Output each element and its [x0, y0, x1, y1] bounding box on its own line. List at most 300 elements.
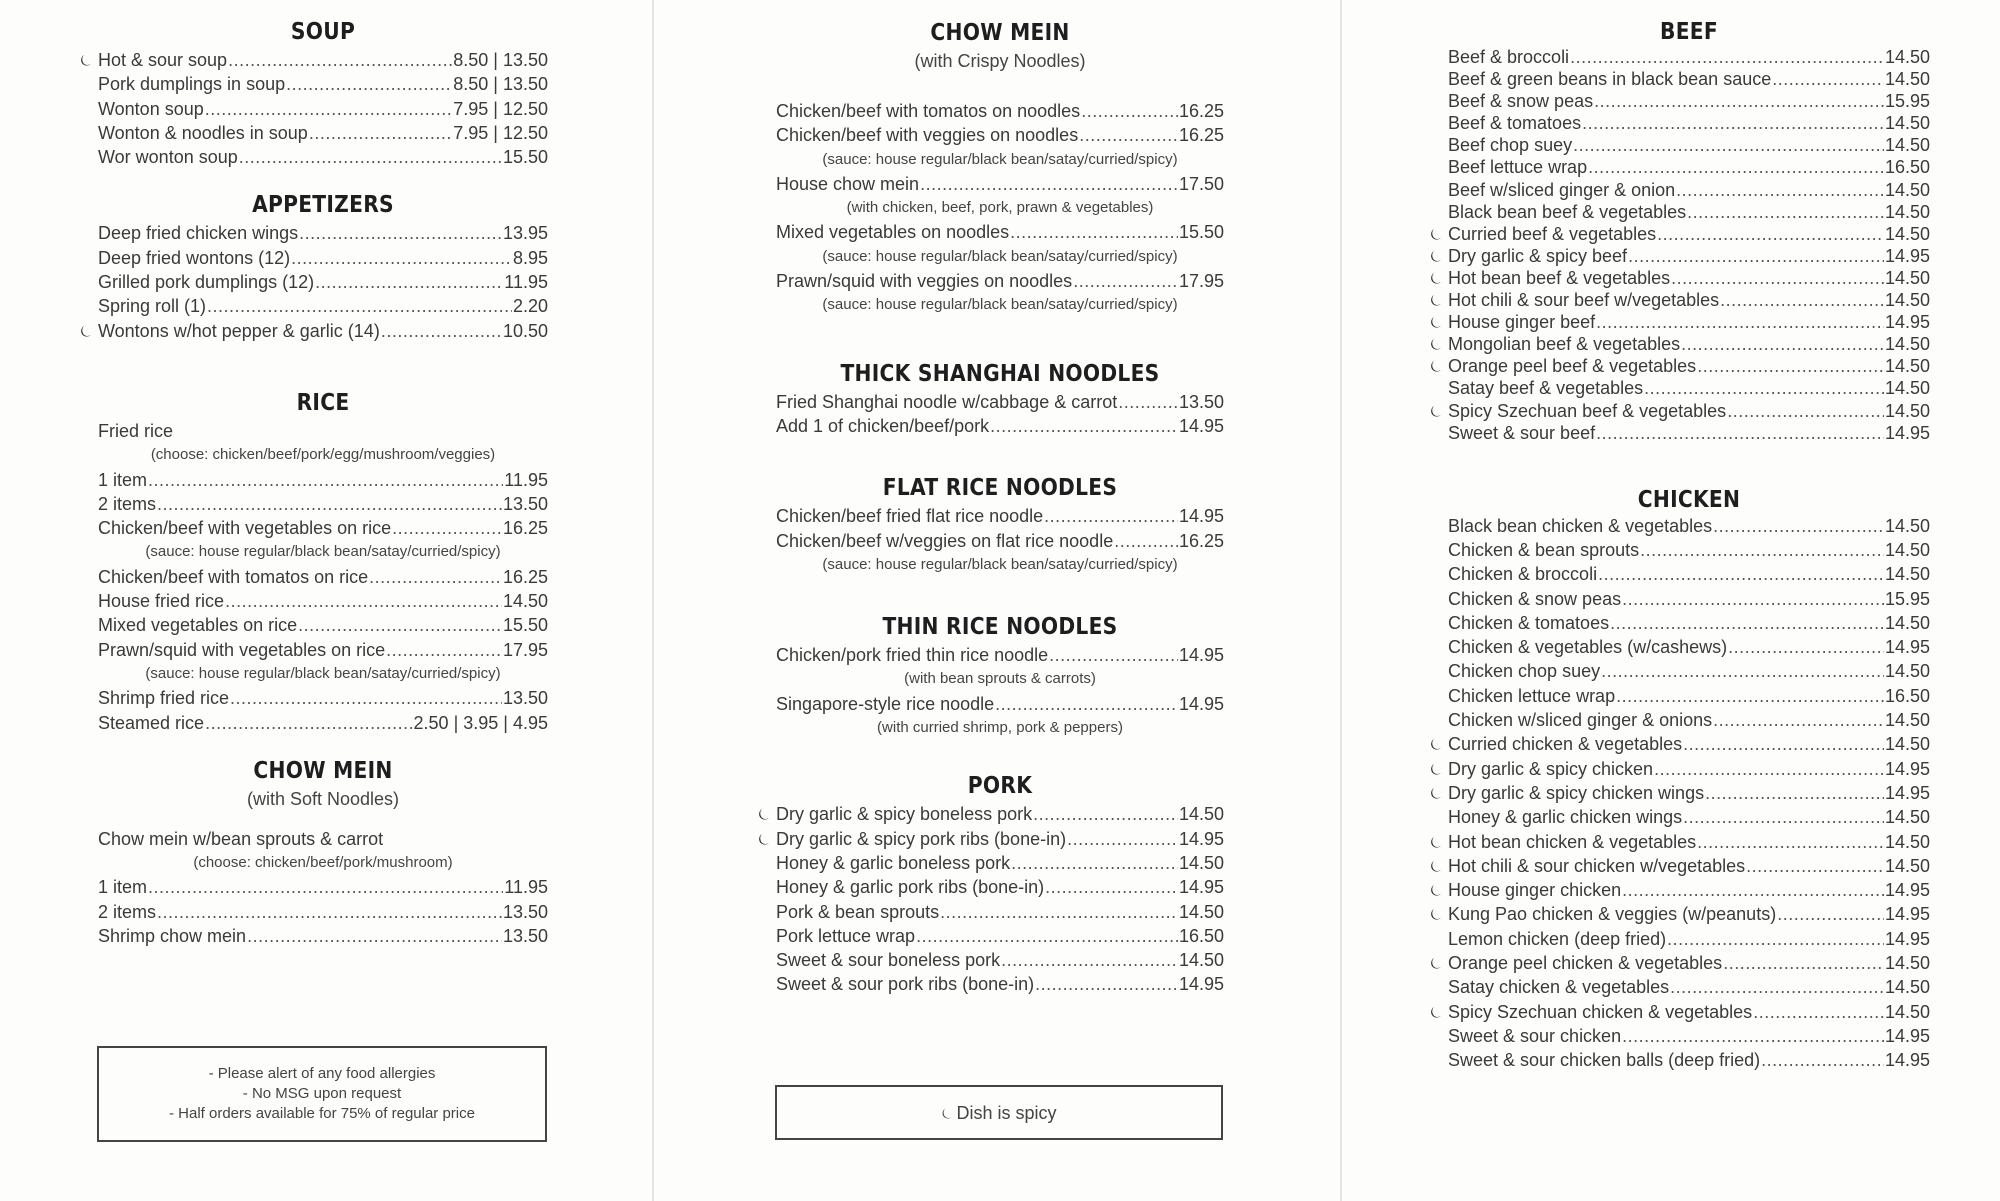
menu-item: [1430, 854, 1930, 878]
rice-sauce-note: (sauce: house regular/black bean/satay/curried/spicy): [145, 543, 501, 561]
dot-leader: [1594, 90, 1884, 112]
menu-item: [1430, 732, 1930, 756]
menu-item-name: Chicken/pork fried thin rice noodle: [776, 645, 1049, 666]
menu-item: [1430, 951, 1930, 975]
dot-leader: [995, 692, 1178, 716]
pork-list: [758, 802, 1224, 996]
menu-item-price: 14.50: [1884, 223, 1930, 244]
singapore-note: (with curried shrimp, pork & peppers): [877, 719, 1123, 737]
menu-item-name: Chicken & snow peas: [1448, 588, 1622, 609]
section-heading-flat-rice-noodles: FLAT RICE NOODLES: [882, 475, 1118, 502]
menu-item-name: Chicken & broccoli: [1448, 564, 1598, 585]
menu-item-name: Dry garlic & spicy beef: [1448, 245, 1628, 266]
menu-item-name: Chicken/beef with vegetables on rice: [98, 518, 392, 539]
menu-item-price: 14.50: [1884, 661, 1930, 682]
flat-rice-noodles-list: [776, 504, 1224, 553]
menu-item-name: House ginger beef: [1448, 312, 1596, 333]
dot-leader: [315, 270, 503, 294]
menu-item-name: Add 1 of chicken/beef/pork: [776, 415, 990, 436]
menu-item-name: Hot & sour soup: [98, 50, 228, 70]
chow-mein-soft-label: Chow mein w/bean sprouts & carrot: [98, 828, 384, 849]
menu-item-name: Deep fried wontons (12): [98, 247, 291, 268]
menu-item-price: 13.50: [502, 493, 548, 514]
menu-item-price: 14.95: [1884, 637, 1930, 658]
section-heading-chicken: CHICKEN: [1637, 486, 1741, 513]
dot-leader: [239, 145, 502, 169]
menu-item-name: Chicken/beef with tomatos on noodles: [776, 101, 1081, 121]
menu-item-name: House chow mein: [776, 173, 920, 194]
menu-item-name: Spicy Szechuan beef & vegetables: [1448, 400, 1727, 421]
dot-leader: [1616, 684, 1884, 708]
menu-item-name: House fried rice: [98, 591, 225, 612]
menu-item-name: Hot chili & sour chicken w/vegetables: [1448, 855, 1746, 876]
menu-item: [98, 565, 548, 589]
dot-leader: [1667, 927, 1884, 951]
dot-leader: [1081, 99, 1178, 123]
dot-leader: [1067, 827, 1178, 851]
menu-item-price: 16.25: [1178, 530, 1224, 551]
menu-item-price: 14.50: [502, 591, 548, 612]
chow-mein-sauce-note: (sauce: house regular/black bean/satay/curried/spicy): [822, 296, 1178, 314]
menu-item: [758, 802, 1224, 826]
house-chow-mein-note: (with chicken, beef, pork, prawn & vegetables): [846, 199, 1154, 217]
msg-note: - No MSG upon request: [242, 1085, 402, 1102]
dot-leader: [1727, 400, 1884, 422]
spicy-pepper-icon: ⏾: [1430, 736, 1442, 754]
menu-item-price: 16.25: [502, 566, 548, 587]
dot-leader: [1118, 390, 1178, 414]
menu-item-name: Wontons w/hot pepper & garlic (14): [98, 320, 380, 341]
menu-item-name: Honey & garlic boneless pork: [776, 852, 1011, 873]
section-heading-shanghai-noodles: THICK SHANGHAI NOODLES: [840, 360, 1160, 387]
menu-item-name: Beef & tomatoes: [1448, 113, 1582, 134]
chow-mein-sauce-note: (sauce: house regular/black bean/satay/curried/spicy): [822, 247, 1178, 265]
menu-item: [1430, 830, 1930, 854]
dot-leader: [1035, 972, 1178, 996]
menu-item-price: 8.95: [512, 247, 548, 268]
dot-leader: [1049, 643, 1178, 667]
rice-sauce-note: (sauce: house regular/black bean/satay/curried/spicy): [145, 664, 501, 682]
menu-item-price: 14.50: [1884, 953, 1930, 974]
spicy-pepper-icon: ⏾: [1430, 336, 1442, 354]
menu-item: [98, 294, 548, 318]
menu-item: [1448, 684, 1930, 708]
menu-item-name: Dry garlic & spicy chicken: [1448, 758, 1654, 779]
menu-item-name: Hot bean chicken & vegetables: [1448, 831, 1697, 852]
spicy-pepper-icon: ⏾: [941, 1104, 953, 1121]
menu-item-price: 14.95: [1884, 928, 1930, 949]
dot-leader: [392, 516, 502, 540]
dot-leader: [1657, 223, 1884, 245]
menu-item-name: Pork lettuce wrap: [776, 925, 916, 946]
dot-leader: [230, 686, 502, 710]
menu-item-name: Chicken/beef with tomatos on rice: [98, 566, 369, 587]
menu-item-name: Wor wonton soup: [98, 147, 238, 168]
dot-leader: [1601, 659, 1884, 683]
menu-item: [98, 924, 548, 948]
dot-leader: [1683, 805, 1884, 829]
flat-rice-sauce-note: (sauce: house regular/black bean/satay/curried/spicy): [822, 555, 1178, 573]
menu-item-name: Orange peel beef & vegetables: [1448, 356, 1697, 377]
menu-item: [1430, 333, 1930, 355]
menu-item: [1430, 311, 1930, 333]
spicy-pepper-icon: ⏾: [1430, 784, 1442, 802]
menu-item: [758, 827, 1224, 851]
dot-leader: [205, 97, 452, 121]
menu-item-name: Curried beef & vegetables: [1448, 223, 1657, 244]
section-heading-thin-rice-noodles: THIN RICE NOODLES: [882, 614, 1118, 641]
dot-leader: [1761, 1048, 1884, 1072]
menu-item-price: 14.50: [1884, 564, 1930, 585]
menu-item-name: Pork dumplings in soup: [98, 74, 286, 95]
menu-item: [776, 504, 1224, 528]
spicy-pepper-icon: ⏾: [1430, 402, 1442, 420]
menu-item-name: Black bean beef & vegetables: [1448, 201, 1687, 222]
menu-item-price: 7.95 | 12.50: [453, 98, 548, 119]
menu-item-name: Spicy Szechuan chicken & vegetables: [1448, 1001, 1753, 1022]
menu-item-price: 13.50: [502, 901, 548, 922]
menu-item-name: Mixed vegetables on rice: [98, 615, 298, 636]
dot-leader: [1683, 732, 1884, 756]
menu-item-name: Prawn/squid with vegetables on rice: [98, 639, 386, 660]
menu-item: [1430, 223, 1930, 245]
dot-leader: [1582, 112, 1884, 134]
dot-leader: [1705, 781, 1884, 805]
menu-item-name: Singapore-style rice noodle: [776, 693, 995, 714]
spicy-pepper-icon: ⏾: [1430, 225, 1442, 243]
section-heading-pork: PORK: [967, 773, 1033, 800]
menu-item-price: 14.50: [1178, 901, 1224, 922]
menu-item: [1448, 46, 1930, 68]
shanghai-noodles-list: [776, 390, 1224, 439]
dot-leader: [1687, 201, 1884, 223]
menu-item-name: Dry garlic & spicy boneless pork: [776, 804, 1033, 825]
menu-item: [1448, 538, 1930, 562]
menu-item: [1430, 757, 1930, 781]
menu-item-name: Steamed rice: [98, 712, 205, 733]
dot-leader: [369, 565, 502, 589]
spicy-pepper-icon: ⏾: [1430, 292, 1442, 310]
menu-item-name: Mixed vegetables on noodles: [776, 222, 1010, 243]
page-fold-right: [1340, 0, 1342, 1201]
dot-leader: [940, 900, 1178, 924]
menu-item-price: 16.50: [1884, 157, 1930, 178]
menu-item: [776, 972, 1224, 996]
menu-item-price: 15.95: [1884, 91, 1930, 112]
menu-item-price: 14.95: [1178, 506, 1224, 527]
menu-item-name: Fried Shanghai noodle w/cabbage & carrot: [776, 391, 1118, 412]
dot-leader: [148, 468, 503, 492]
menu-item-price: 14.95: [1884, 312, 1930, 333]
menu-item-name: Chicken w/sliced ginger & onions: [1448, 710, 1713, 731]
menu-item-price: 14.50: [1884, 267, 1930, 288]
menu-item: [1448, 805, 1930, 829]
dot-leader: [920, 172, 1178, 196]
dot-leader: [1713, 708, 1884, 732]
dot-leader: [1728, 635, 1884, 659]
menu-item-price: 16.50: [1178, 925, 1224, 946]
menu-item-price: 13.50: [502, 926, 548, 947]
menu-item: [80, 48, 548, 72]
menu-item-name: Chicken/beef w/veggies on flat rice noodle: [776, 530, 1114, 551]
dot-leader: [1628, 245, 1884, 267]
menu-item: [776, 172, 1224, 196]
dot-leader: [299, 221, 502, 245]
menu-item-price: 14.50: [1884, 356, 1930, 377]
fried-rice-label: Fried rice: [98, 420, 174, 441]
rice-list: [98, 686, 548, 735]
menu-item-price: 14.95: [1178, 645, 1224, 666]
menu-item-price: 14.50: [1884, 47, 1930, 67]
menu-item-name: Hot chili & sour beef w/vegetables: [1448, 290, 1720, 311]
menu-item-price: 14.50: [1884, 612, 1930, 633]
menu-item: [1430, 289, 1930, 311]
dot-leader: [386, 638, 502, 662]
dot-leader: [1114, 529, 1178, 553]
menu-item-price: 11.95: [504, 469, 548, 490]
spicy-legend-label: Dish is spicy: [956, 1102, 1057, 1123]
menu-column-2: [758, 0, 1224, 997]
chow-mein-sauce-note: (sauce: house regular/black bean/satay/curried/spicy): [822, 150, 1178, 168]
dot-leader: [1746, 854, 1884, 878]
spicy-pepper-icon: ⏾: [758, 830, 770, 848]
menu-item-name: Black bean chicken & vegetables: [1448, 515, 1713, 536]
dot-leader: [205, 711, 412, 735]
menu-item: [1430, 902, 1930, 926]
dot-leader: [1610, 611, 1884, 635]
spicy-legend-box: [775, 1085, 1223, 1140]
menu-item: [776, 900, 1224, 924]
spicy-pepper-icon: ⏾: [1430, 955, 1442, 973]
menu-item: [1430, 400, 1930, 422]
menu-item-price: 14.95: [1178, 974, 1224, 995]
dot-leader: [286, 72, 452, 96]
section-subheading: (with Crispy Noodles): [914, 51, 1086, 71]
menu-item-name: Orange peel chicken & vegetables: [1448, 953, 1723, 974]
menu-item-name: Dry garlic & spicy chicken wings: [1448, 782, 1705, 803]
section-heading-chow-mein-soft: CHOW MEIN: [253, 757, 393, 784]
menu-item-name: Beef w/sliced ginger & onion: [1448, 179, 1676, 200]
menu-item: [1448, 134, 1930, 156]
allergy-note: - Please alert of any food allergies: [208, 1065, 436, 1082]
spicy-pepper-icon: ⏾: [758, 806, 770, 824]
menu-item: [98, 145, 548, 169]
menu-item-price: 14.95: [1884, 904, 1930, 925]
menu-item-price: 14.50: [1884, 135, 1930, 156]
dot-leader: [1573, 134, 1884, 156]
menu-item: [1430, 781, 1930, 805]
dot-leader: [247, 924, 502, 948]
menu-item-name: Chicken/beef fried flat rice noodle: [776, 506, 1044, 527]
dot-leader: [381, 319, 502, 343]
menu-item: [1448, 156, 1930, 178]
menu-item: [1448, 562, 1930, 586]
menu-item: [776, 875, 1224, 899]
menu-item-name: 2 items: [98, 493, 157, 514]
menu-item: [1448, 68, 1930, 90]
menu-item: [776, 851, 1224, 875]
menu-item-price: 14.95: [1884, 245, 1930, 266]
menu-item-price: 14.95: [1884, 880, 1930, 901]
menu-item: [98, 875, 548, 899]
dot-leader: [1001, 948, 1178, 972]
menu-item-name: Sweet & sour pork ribs (bone-in): [776, 974, 1035, 995]
menu-item: [1448, 659, 1930, 683]
menu-item-name: House ginger chicken: [1448, 880, 1622, 901]
dot-leader: [1622, 587, 1884, 611]
menu-item: [98, 492, 548, 516]
menu-item-price: 14.50: [1884, 831, 1930, 852]
menu-item: [776, 220, 1224, 244]
menu-item-name: Chicken & tomatoes: [1448, 612, 1610, 633]
menu-item: [1448, 708, 1930, 732]
menu-item-price: 14.95: [1884, 1025, 1930, 1046]
dot-leader: [1570, 46, 1884, 68]
dot-leader: [157, 492, 502, 516]
menu-item-name: Beef & green beans in black bean sauce: [1448, 69, 1772, 90]
rice-list: [98, 468, 548, 541]
allergy-info-box: [97, 1046, 547, 1142]
menu-item-price: 14.50: [1884, 113, 1930, 134]
page-fold-left: [652, 0, 654, 1201]
menu-item-price: 14.50: [1178, 804, 1224, 825]
dot-leader: [1596, 422, 1884, 444]
spicy-pepper-icon: ⏾: [1430, 247, 1442, 265]
rice-list: [98, 565, 548, 662]
appetizers-list: [80, 221, 548, 342]
dot-leader: [1588, 156, 1884, 178]
dot-leader: [291, 246, 512, 270]
menu-item: [98, 638, 548, 662]
spicy-pepper-icon: ⏾: [1430, 760, 1442, 778]
menu-item: [80, 319, 548, 343]
menu-item-name: Shrimp chow mein: [98, 926, 247, 947]
menu-item: [1448, 112, 1930, 134]
dot-leader: [916, 924, 1178, 948]
menu-item-name: Pork & bean sprouts: [776, 901, 940, 922]
menu-item-price: 14.50: [1884, 539, 1930, 560]
section-heading-soup: SOUP: [290, 19, 356, 45]
spicy-pepper-icon: ⏾: [1430, 857, 1442, 875]
menu-item-price: 14.50: [1884, 334, 1930, 355]
dot-leader: [207, 294, 512, 318]
menu-item-price: 14.95: [1884, 782, 1930, 803]
menu-item-name: 1 item: [98, 877, 148, 898]
menu-item: [1448, 422, 1930, 444]
menu-item-price: 14.50: [1884, 807, 1930, 828]
menu-item-name: Mongolian beef & vegetables: [1448, 334, 1681, 355]
menu-item: [98, 613, 548, 637]
menu-item-name: Chicken/beef with veggies on noodles: [776, 125, 1079, 146]
menu-column-1: [80, 0, 548, 948]
menu-item-price: 16.25: [1178, 101, 1224, 121]
menu-item-name: Honey & garlic chicken wings: [1448, 807, 1683, 828]
menu-item: [1430, 245, 1930, 267]
dot-leader: [1010, 220, 1178, 244]
menu-item-price: 14.50: [1884, 290, 1930, 311]
chow-mein-choose-note: (choose: chicken/beef/pork/mushroom): [193, 854, 453, 872]
dot-leader: [1697, 355, 1884, 377]
menu-item-price: 14.95: [1884, 1050, 1930, 1071]
menu-item: [1430, 267, 1930, 289]
menu-item-name: Sweet & sour chicken: [1448, 1025, 1622, 1046]
menu-item: [776, 924, 1224, 948]
spicy-pepper-icon: ⏾: [1430, 314, 1442, 332]
menu-item-price: 11.95: [504, 272, 548, 293]
menu-item: [98, 97, 548, 121]
menu-item-name: Spring roll (1): [98, 296, 207, 317]
menu-item: [98, 711, 548, 735]
spicy-pepper-icon: ⏾: [1430, 833, 1442, 851]
menu-item: [776, 269, 1224, 293]
menu-item: [1430, 878, 1930, 902]
menu-item: [98, 900, 548, 924]
chow-mein-soft-list: [98, 875, 548, 948]
dot-leader: [1670, 975, 1884, 999]
menu-item: [776, 390, 1224, 414]
dot-leader: [1720, 289, 1884, 311]
menu-item-name: Satay beef & vegetables: [1448, 378, 1644, 399]
dot-leader: [1622, 878, 1884, 902]
menu-item-price: 17.95: [502, 639, 548, 660]
menu-item: [1430, 1000, 1930, 1024]
menu-item-price: 2.50 | 3.95 | 4.95: [413, 712, 548, 733]
menu-item-name: 1 item: [98, 469, 148, 490]
dot-leader: [1681, 333, 1884, 355]
section-heading-appetizers: APPETIZERS: [252, 192, 394, 219]
menu-item: [1448, 587, 1930, 611]
dot-leader: [1713, 514, 1884, 538]
menu-item: [98, 246, 548, 270]
dot-leader: [990, 414, 1178, 438]
menu-item-name: Chicken & bean sprouts: [1448, 539, 1640, 560]
menu-item-name: Dry garlic & spicy pork ribs (bone-in): [776, 828, 1067, 849]
menu-item: [776, 99, 1224, 123]
menu-item-name: Sweet & sour boneless pork: [776, 950, 1001, 971]
menu-item-price: 2.20: [512, 296, 548, 317]
menu-item-price: 14.95: [1178, 415, 1224, 436]
menu-item-price: 15.50: [1178, 222, 1224, 243]
menu-item-name: Deep fried chicken wings: [98, 223, 299, 244]
menu-item-price: 14.50: [1884, 400, 1930, 421]
menu-item-price: 14.50: [1178, 852, 1224, 873]
menu-item-price: 16.25: [502, 518, 548, 539]
menu-item-name: Hot bean beef & vegetables: [1448, 267, 1671, 288]
dot-leader: [1033, 802, 1178, 826]
menu-item-name: Honey & garlic pork ribs (bone-in): [776, 877, 1045, 898]
menu-item-price: 11.95: [504, 877, 548, 898]
menu-item-name: Chicken chop suey: [1448, 661, 1601, 682]
menu-item-name: Kung Pao chicken & veggies (w/peanuts): [1448, 904, 1777, 925]
menu-item: [98, 221, 548, 245]
dot-leader: [1753, 1000, 1884, 1024]
beef-list: [1430, 46, 1930, 444]
menu-item-price: 15.95: [1884, 588, 1930, 609]
menu-item-name: Wonton soup: [98, 98, 204, 119]
dot-leader: [228, 48, 452, 72]
spicy-pepper-icon: ⏾: [1430, 269, 1442, 287]
menu-item: [1448, 179, 1930, 201]
menu-item-price: 8.50 | 13.50: [453, 74, 548, 95]
menu-item-price: 7.95 | 12.50: [453, 122, 548, 143]
menu-item-name: Beef chop suey: [1448, 135, 1573, 156]
menu-item-price: 14.50: [1178, 950, 1224, 971]
menu-item-price: 16.50: [1884, 685, 1930, 706]
menu-item: [776, 529, 1224, 553]
menu-item-name: Prawn/squid with veggies on noodles: [776, 271, 1073, 292]
dot-leader: [1622, 1024, 1884, 1048]
half-order-note: - Half orders available for 75% of regular price: [169, 1105, 475, 1122]
